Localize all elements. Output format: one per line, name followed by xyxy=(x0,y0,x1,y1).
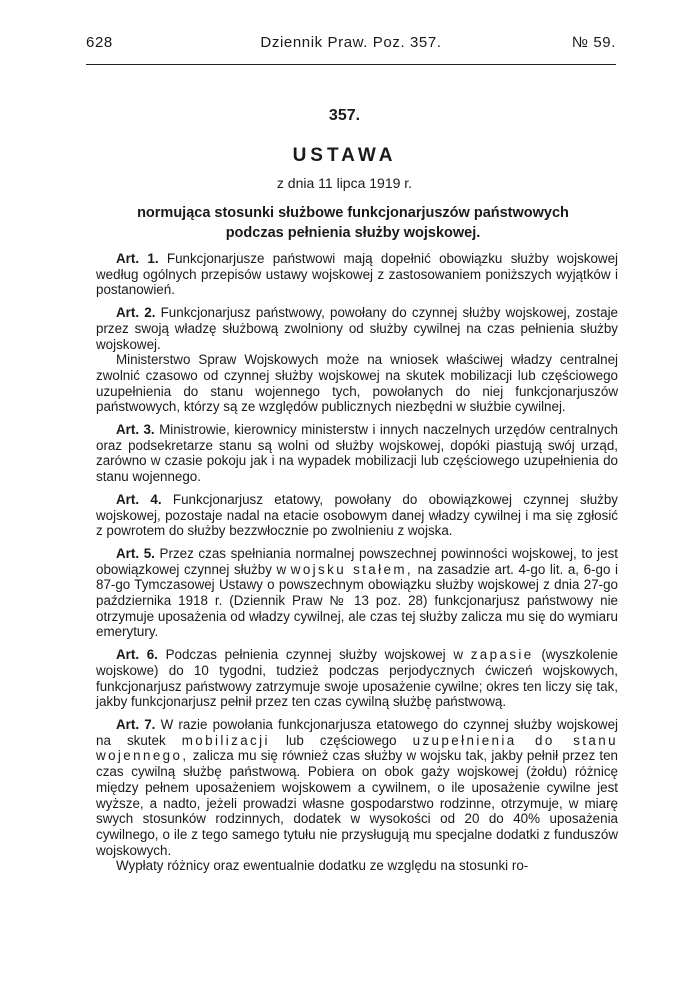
article-text-cont: (wyszkolenie wojskowe) do 10 tygodni, tudzież podczas perjodycznych ćwiczeń wojskowych, funkcjonarjusz państwowy zatrzymuje swoje uposażenie cywilne; okres ten liczy się tak, jakby funkcjonarjusz pełnił przez ten czas cywilną służbę państwową. xyxy=(96,647,618,710)
article-label: Art. 6. xyxy=(116,647,158,663)
subtitle-line-2: podczas pełnienia służby wojskowej. xyxy=(225,225,481,241)
document-number: 357. xyxy=(328,107,361,124)
subtitle-line-1: normująca stosunki służbowe funkcjonarjuszów państwowych xyxy=(137,205,569,221)
article-2 xyxy=(96,305,618,352)
article-label: Art. 4. xyxy=(116,491,162,507)
article-text: Przez czas spełniania normalnej powszechnej powinności wojskowej, to jest obowiązkowej czynnej służby w xyxy=(96,545,618,577)
article-text: Funkcjonarjusz etatowy, powołany do obowiązkowej czynnej służby wojskowej, pozostaje nadal na etacie osobowym danej władzy cywilnej i ma się zgłosić z powrotem do służby bezzwłocznie po zwolnieniu z wojska. xyxy=(96,491,618,539)
document-type: USTAWA xyxy=(292,145,397,166)
article-5 xyxy=(96,546,618,640)
spaced-emphasis: wojsku stałem, xyxy=(290,561,414,577)
article-text: Podczas pełnienia czynnej służby wojskowej w xyxy=(165,647,463,663)
issue-number: № 59. xyxy=(571,34,616,51)
document-subtitle xyxy=(88,203,618,243)
document-date: z dnia 11 lipca 1919 r. xyxy=(276,175,413,191)
spaced-emphasis: uzupełnienia do stanu wojennego, xyxy=(96,732,618,764)
spaced-emphasis: zapasie xyxy=(470,647,534,663)
article-text: W razie powołania funkcjonarjusza etatowego do czynnej służby wojskowej na skutek xyxy=(96,716,618,748)
article-label: Art. 3. xyxy=(116,422,155,438)
article-label: Art. 2. xyxy=(116,305,156,321)
article-text: Ministrowie, kierownicy ministerstw i innych naczelnych urzędów centralnych oraz podsekretarze stanu są wolni od służby wojskowej, dopóki piastują swój urząd, zarówno w czasie pokoju jak i na wypadek mobilizacji lub częściowego uzupełnienia do stanu wojennego. xyxy=(96,422,618,485)
article-6 xyxy=(96,647,618,710)
header-rule xyxy=(86,64,616,65)
running-header xyxy=(86,34,616,56)
spaced-emphasis: mobilizacji xyxy=(181,732,270,748)
article-2-paragraph-2: Ministerstwo Spraw Wojskowych może na wniosek właściwej władzy centralnej zwolnić czasowo od czynnej służby wojskowej na skutek mobilizacji lub częściowego uzupełnienia do stanu wojennego tych, powołanych do niej funkcjonarjuszów państwowych, którzy są ze względów publicznych niezbędni w służbie cywilnej. xyxy=(96,352,618,415)
page-number: 628 xyxy=(86,34,113,51)
article-label: Art. 5. xyxy=(116,545,155,561)
law-body xyxy=(96,251,618,881)
article-7-paragraph-2: Wypłaty różnicy oraz ewentualnie dodatku ze względu na stosunki ro- xyxy=(116,858,529,874)
article-label: Art. 7. xyxy=(116,716,156,732)
publication-title: Dziennik Praw. Poz. 357. xyxy=(260,34,442,51)
article-text: Funkcjonarjusze państwowi mają dopełnić obowiązku służby wojskowej według ogólnych przepisów ustawy wojskowej z zastosowaniem poniższych wyjątków i postanowień. xyxy=(96,251,618,298)
article-3 xyxy=(96,422,618,485)
article-text-cont: na zasadzie art. 4-go lit. a, 6-go i 87-go Tymczasowej Ustawy o powszechnym obowiązku służby wojskowej z dnia 27-go października 1918 r. (Dziennik Praw № 13 poz. 28) funkcjonarjusz państwowy nie otrzymuje uposażenia od władzy cywilnej, ale czas tej służby zalicza mu się do wymiaru emerytury. xyxy=(96,561,618,640)
article-7 xyxy=(96,717,618,858)
article-label: Art. 1. xyxy=(116,251,159,266)
article-text-cont: zalicza mu się również czas służby w wojsku tak, jakby pełnił przez ten czas cywilną służbę państwową. Pobiera on obok gaży wojskowej (żołdu) różnicę między pełnem uposażeniem wojskowem a cywilnem, o ile uposażenie cywilne jest wyższe, a nadto, jeżeli prowadzi własne gospodarstwo rodzinne, otrzymuje, w miarę swych stosunków rodzinnych, dodatek w wysokości od 20 do 40% uposażenia cywilnego, o ile z tego samego tytułu nie przysługują mu specjalne dodatki z funduszów wojskowych. xyxy=(96,748,618,858)
article-text: Funkcjonarjusz państwowy, powołany do czynnej służby wojskowej, zostaje przez swoją władzę służbową zwolniony od służby cywilnej na czas pełnienia służby wojskowej. xyxy=(96,305,618,352)
article-1 xyxy=(96,251,618,298)
article-4 xyxy=(96,492,618,539)
article-text-cont: lub częściowego xyxy=(285,732,397,748)
